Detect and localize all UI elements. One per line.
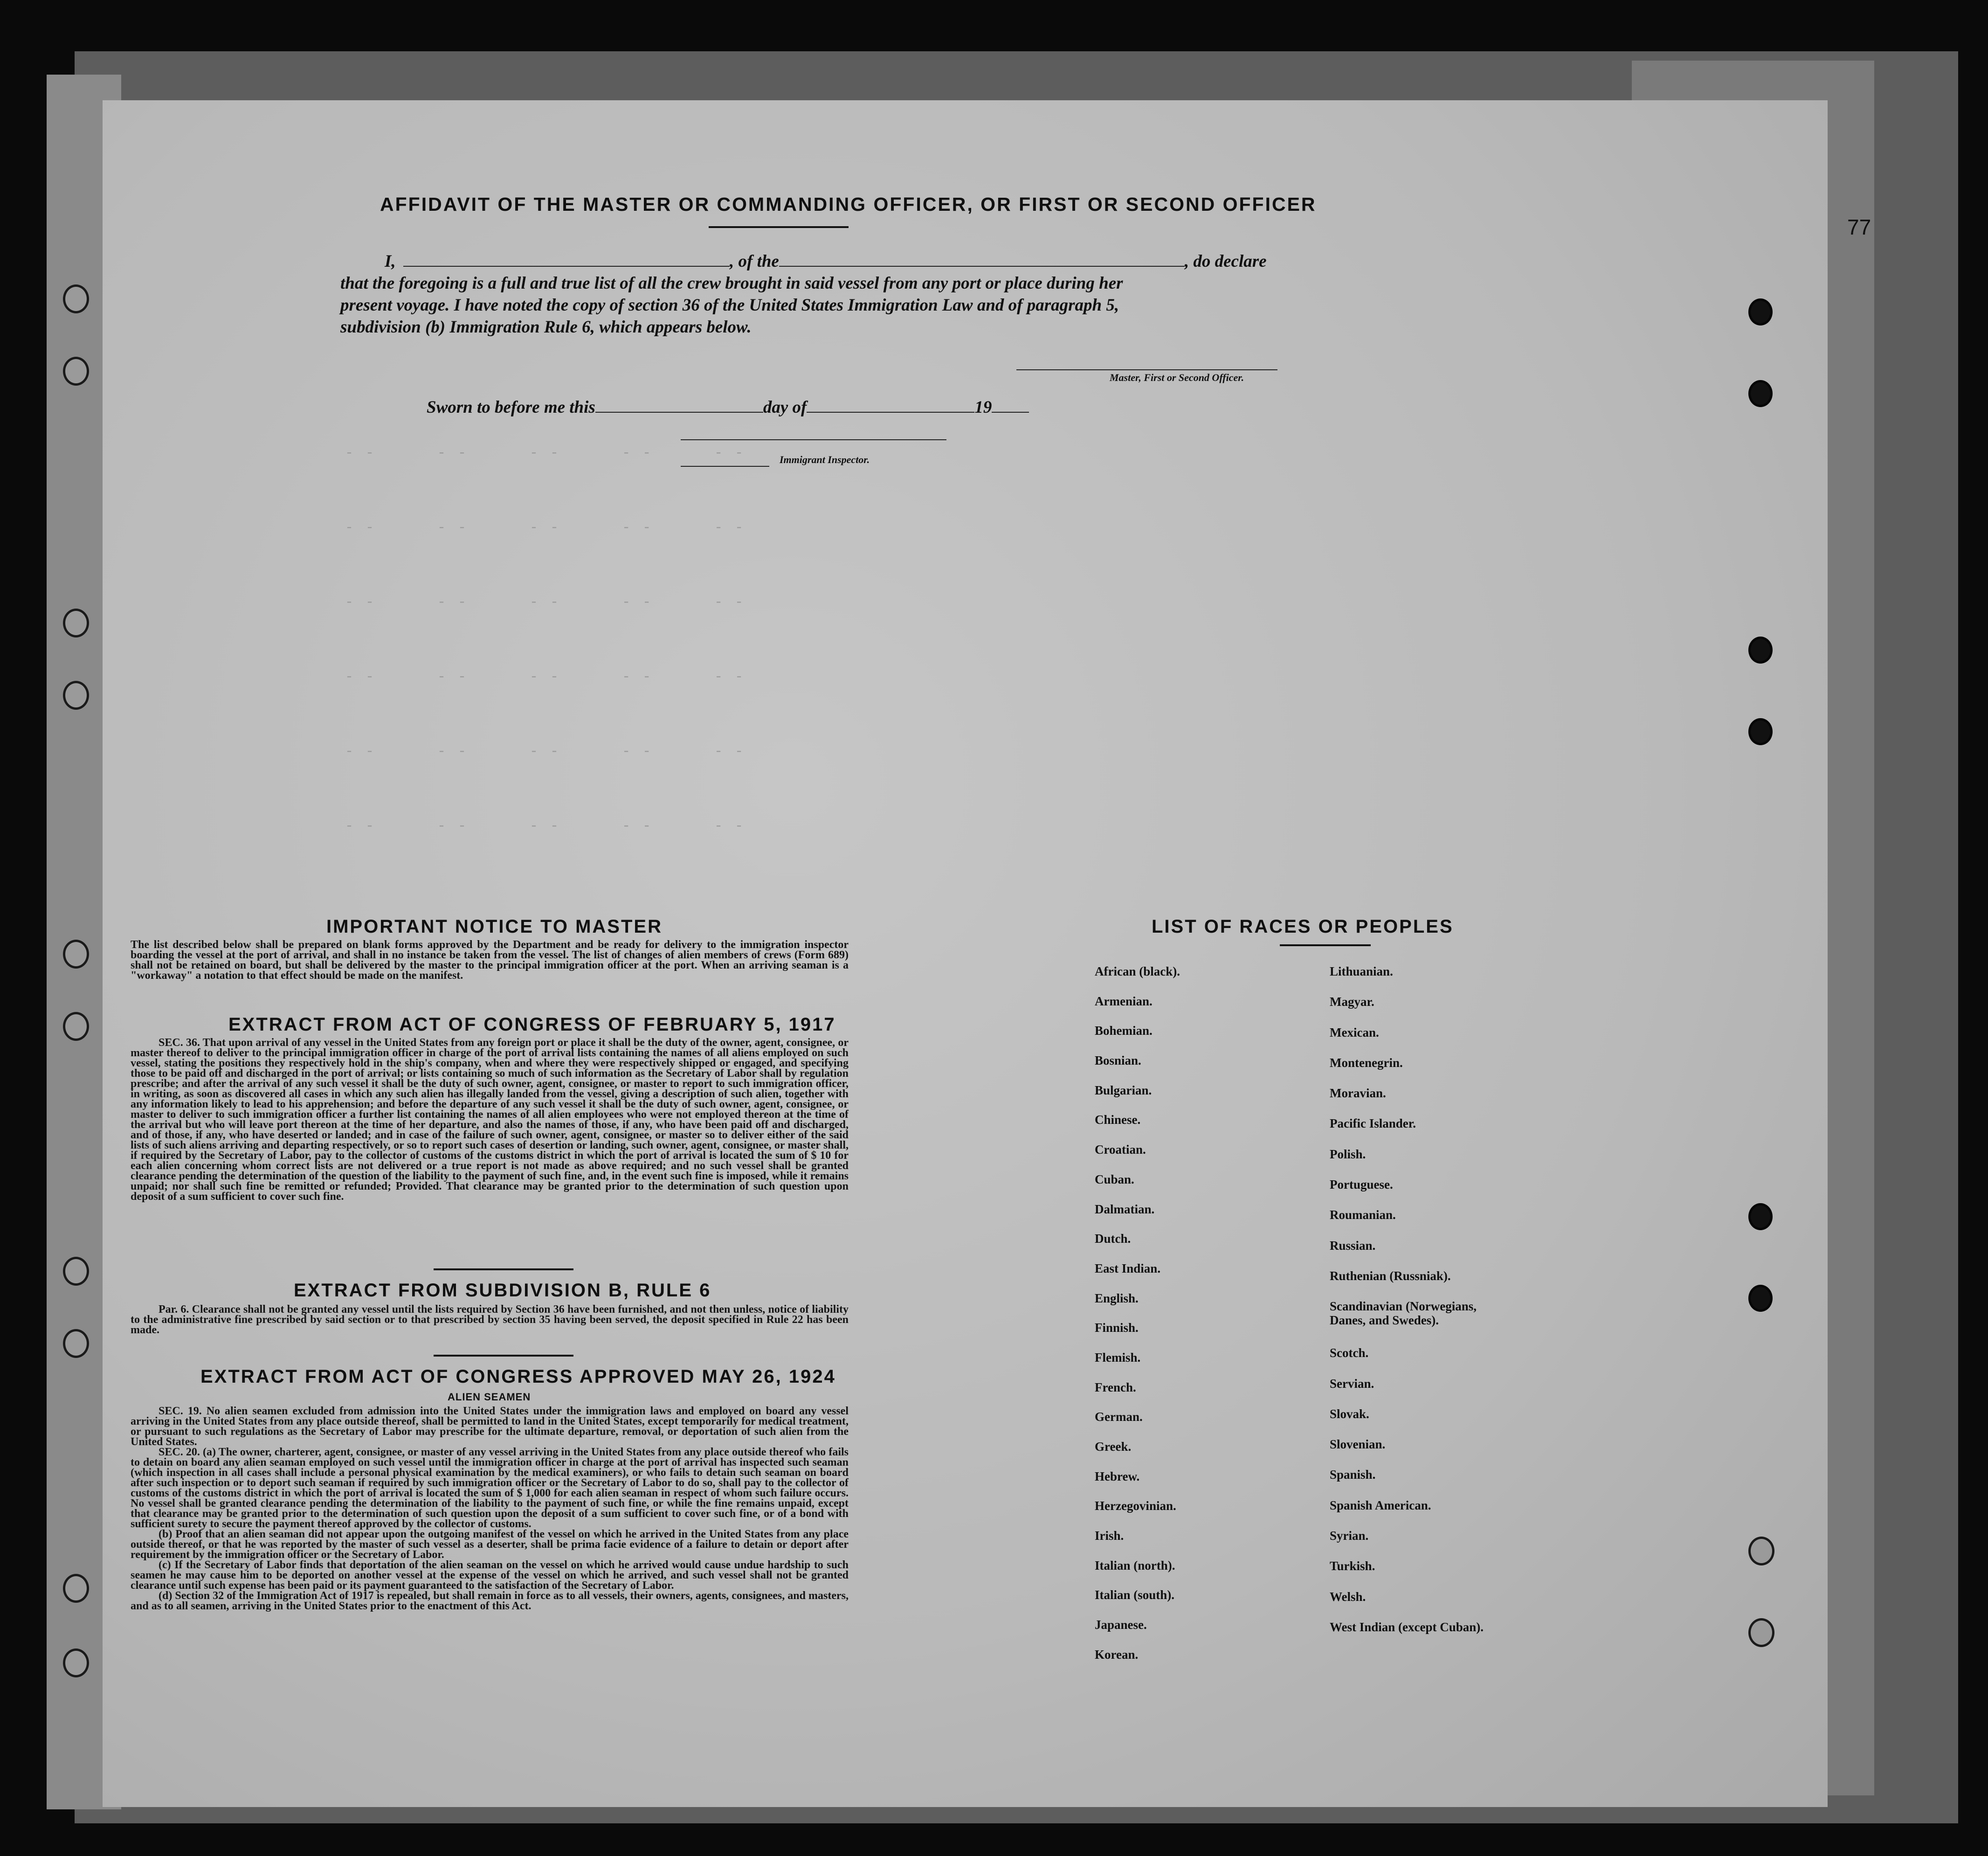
section-rule <box>434 1268 573 1270</box>
race-item: Slovak. <box>1330 1406 1369 1421</box>
binder-hole <box>1748 1285 1773 1312</box>
race-item: Cuban. <box>1095 1172 1134 1186</box>
race-item: Bosnian. <box>1095 1053 1141 1068</box>
bleed-through: - - - - - - - - - - <box>345 595 746 610</box>
races-title: LIST OF RACES OR PEOPLES <box>1152 916 1454 937</box>
races-left-column <box>1095 964 1180 1677</box>
document-page <box>103 100 1871 1807</box>
vessel-blank <box>779 252 1185 267</box>
binder-hole <box>1748 380 1773 407</box>
race-item: Welsh. <box>1330 1589 1366 1604</box>
race-item: Russian. <box>1330 1238 1376 1253</box>
race-item: Lithuanian. <box>1330 964 1393 978</box>
races-rule <box>1280 944 1371 946</box>
race-item: Italian (south). <box>1095 1588 1175 1602</box>
bleed-through: - - - - - - - - - - <box>345 744 746 760</box>
binder-hole <box>63 1012 89 1041</box>
race-item: Spanish. <box>1330 1468 1376 1482</box>
binder-hole <box>63 284 89 313</box>
bleed-through: - - - - - - - - - - <box>345 445 746 461</box>
race-item: Japanese. <box>1095 1618 1147 1632</box>
race-item: Dalmatian. <box>1095 1202 1155 1216</box>
inspector-signature-line <box>681 439 946 440</box>
sworn-day-of: day of <box>763 398 807 417</box>
race-item: Bulgarian. <box>1095 1083 1152 1097</box>
races-right-column <box>1330 964 1516 1657</box>
day-blank <box>595 398 763 413</box>
bleed-through: - - - - - - - - - - <box>345 520 746 536</box>
race-item: Mexican. <box>1330 1025 1379 1039</box>
race-item: Irish. <box>1095 1529 1124 1543</box>
title-rule <box>709 226 849 228</box>
binder-hole <box>1748 1618 1774 1647</box>
affidavit-line-4: subdivision (b) Immigration Rule 6, which appears below. <box>340 318 752 337</box>
binder-hole <box>63 609 89 637</box>
extract-1917-title: EXTRACT FROM ACT OF CONGRESS OF FEBRUARY 5, 1917 <box>228 1014 836 1035</box>
race-item: Moravian. <box>1330 1086 1386 1101</box>
binder-hole <box>63 1574 89 1603</box>
binder-hole <box>1748 637 1773 664</box>
race-item: Magyar. <box>1330 995 1374 1009</box>
race-item: Portuguese. <box>1330 1177 1393 1192</box>
extract-1924-subtitle: ALIEN SEAMEN <box>448 1391 531 1403</box>
race-item: Hebrew. <box>1095 1469 1140 1483</box>
binder-hole <box>63 357 89 386</box>
race-item: Polish. <box>1330 1147 1366 1161</box>
race-item: Montenegrin. <box>1330 1055 1403 1070</box>
extract-1924-paragraph: (b) Proof that an alien seaman did not appear upon the outgoing manifest of the vessel on which he arrived in the United States from any place outside thereof, or that he was reported by the master of such vessel as a deserter, shall be prima facie evidence of a failure to detain or deport after requirement by the immigration officer or the Secretary of Labor. <box>131 1528 849 1561</box>
page-number: 77 <box>1847 215 1871 239</box>
affidavit-of-the: , of the <box>730 252 779 271</box>
race-item: East Indian. <box>1095 1261 1161 1275</box>
race-item: Slovenian. <box>1330 1437 1386 1452</box>
binder-hole <box>63 1329 89 1358</box>
extract-1924-paragraph: SEC. 19. No alien seamen excluded from admission into the United States under the immigration laws and employed on board any vessel arriving in the United States from any place outside thereof, shall be permitted to land in the United States, except temporarily for medical treatment, or pursuant to such regulations as the Secretary of Labor may prescribe for the ultimate departure, removal, or deportation of such alien from the United States. <box>131 1405 849 1448</box>
signature-line <box>1016 369 1277 370</box>
race-item: Scotch. <box>1330 1346 1369 1360</box>
race-item: French. <box>1095 1380 1136 1394</box>
bleed-through: - - - - - - - - - - <box>345 818 746 834</box>
race-item: Bohemian. <box>1095 1024 1153 1038</box>
binder-hole <box>63 1257 89 1286</box>
inspector-underline <box>681 466 769 467</box>
affidavit-line-2: that the foregoing is a full and true list of all the crew brought in said vessel from any port or place during her <box>340 274 1123 293</box>
race-item: Greek. <box>1095 1440 1132 1454</box>
sworn-year: 19 <box>974 398 992 417</box>
extract-1924-paragraph: (c) If the Secretary of Labor finds that deportation of the alien seaman on the vessel on which he arrived would cause undue hardship to such seamen he may cause him to be deported on another vessel at the expense of the vessel on which he arrived, and such vessel shall not be granted clearance until such expense has been paid or its payment guaranteed to the satisfaction of the Secretary of Labor. <box>131 1559 849 1592</box>
race-item: Croatian. <box>1095 1143 1146 1157</box>
race-item: Korean. <box>1095 1647 1139 1662</box>
master-caption: Master, First or Second Officer. <box>1110 372 1244 383</box>
sworn-prefix: Sworn to before me this <box>427 398 595 417</box>
binder-hole <box>1748 1203 1773 1230</box>
race-item: Chinese. <box>1095 1113 1141 1127</box>
bleed-through: - - - - - - - - - - <box>345 669 746 685</box>
race-item: Syrian. <box>1330 1529 1369 1543</box>
month-blank <box>807 398 974 413</box>
race-item: Dutch. <box>1095 1232 1131 1246</box>
race-item: Finnish. <box>1095 1321 1139 1335</box>
race-item: Turkish. <box>1330 1559 1375 1573</box>
race-item: English. <box>1095 1291 1139 1305</box>
race-item: Spanish American. <box>1330 1498 1431 1512</box>
affidavit-i: I, <box>385 252 396 271</box>
binder-hole <box>63 940 89 969</box>
binder-hole <box>63 1648 89 1677</box>
name-blank <box>403 252 730 267</box>
sworn-line <box>427 397 1029 418</box>
notice-title: IMPORTANT NOTICE TO MASTER <box>326 916 663 937</box>
binder-hole <box>1748 1537 1774 1565</box>
affidavit-line-3: present voyage. I have noted the copy of section 36 of the United States Immigration Law and of paragraph 5, <box>340 296 1119 315</box>
binder-hole <box>1748 718 1773 745</box>
year-blank <box>992 398 1029 413</box>
race-item: Italian (north). <box>1095 1558 1175 1572</box>
extract-1924-paragraph: (d) Section 32 of the Immigration Act of 1917 is repealed, but shall remain in force as to all vessels, their owners, agents, consignees, and masters, and as to all seamen, arriving in the United States prior to the enactment of this Act. <box>131 1590 849 1612</box>
race-item: Flemish. <box>1095 1350 1141 1364</box>
race-item: Armenian. <box>1095 994 1153 1008</box>
race-item: African (black). <box>1095 964 1180 978</box>
race-item: German. <box>1095 1410 1143 1424</box>
affidavit-title: AFFIDAVIT OF THE MASTER OR COMMANDING OFFICER, OR FIRST OR SECOND OFFICER <box>380 194 1317 215</box>
race-item: West Indian (except Cuban). <box>1330 1620 1484 1634</box>
race-item: Pacific Islander. <box>1330 1116 1416 1131</box>
race-item: Herzegovinian. <box>1095 1499 1176 1513</box>
binder-hole <box>63 681 89 710</box>
notice-body: The list described below shall be prepared on blank forms approved by the Department and be ready for delivery to the immigration inspector boarding the vessel at the port of arrival, and shall in no instance be taken from the vessel. The list of changes of alien members of crews (Form 689) shall not be retained on board, but shall be delivered by the master to the principal immigration officer at the port. When an arriving seaman is a "workaway" a notation to that effect should be made on the manifest. <box>131 939 849 982</box>
rule6-body: Par. 6. Clearance shall not be granted any vessel until the lists required by Section 36 have been furnished, and not then unless, notice of liability to the administrative fine prescribed by said section or to that prescribed by section 35 having been served, the deposit specified in Rule 22 has been made. <box>131 1303 849 1336</box>
binder-hole <box>1748 298 1773 325</box>
extract-1924-paragraph: SEC. 20. (a) The owner, charterer, agent, consignee, or master of any vessel arriving in the United States from any place outside thereof who fails to detain on board any alien seaman employed on such vessel until the immigration officer in charge at the port of arrival has inspected such seaman (which inspection in all cases shall include a personal physical examination by the medical examiners), or who fails to detain such seaman on board after such inspection or to deport such seaman if required by such immigration officer or the Secretary of Labor to do so, shall pay to the collector of customs of the customs district in which the port of arrival is located the sum of $ 1,000 for each alien seaman in respect of whom such failure occurs. No vessel shall be granted clearance pending the determination of the liability to the payment of such fine, or while the fine remains unpaid, except that clearance may be granted prior to the determination of such question upon the deposit of a sum sufficient to cover such fine, or of a bond with sufficient surety to secure the payment thereof approved by the collector of customs. <box>131 1446 849 1530</box>
affidavit-line-1 <box>375 251 1267 272</box>
affidavit-do-declare: , do declare <box>1184 252 1267 271</box>
extract-1924-title: EXTRACT FROM ACT OF CONGRESS APPROVED MAY 26, 1924 <box>200 1366 836 1387</box>
inspector-caption: Immigrant Inspector. <box>780 454 870 465</box>
race-item: Ruthenian (Russniak). <box>1330 1268 1451 1283</box>
section-rule <box>434 1355 573 1357</box>
race-item: Scandinavian (Norwegians, Danes, and Swedes). <box>1330 1299 1477 1328</box>
rule6-title: EXTRACT FROM SUBDIVISION B, RULE 6 <box>294 1280 711 1301</box>
extract-1917-body: SEC. 36. That upon arrival of any vessel in the United States from any foreign port or place it shall be the duty of the owner, agent, consignee, or master thereof to deliver to the principal immigration officer in charge of the port of arrival lists containing the names of all aliens employed on such vessel, stating the positions they respectively hold in the ship's company, when and where they were respectively shipped or engaged, and specifying those to be paid off and discharged in the port of arrival; or lists containing so much of such information as the Secretary of Labor shall by regulation prescribe; and after the arrival of any such vessel it shall be the duty of such owner, agent, consignee, or master to report to such immigration officer, in writing, as soon as discovered all cases in which any such alien has illegally landed from the vessel, giving a description of such alien, together with any information likely to lead to his apprehension; and before the departure of any such vessel it shall be the duty of such owner, agent, consignee, or master to deliver to such immigration officer a further list containing the names of all alien employees who were not employed thereon at the time of the arrival but who will leave port thereon at the time of her departure, and also the names of those, if any, who have been paid off and discharged, and of those, if any, who have deserted or landed; and in case of the failure of such owner, agent, consignee, or master so to deliver either of the said lists of such aliens arriving and departing respectively, or so to report such cases of desertion or landing, such owner, agent, consignee, or master shall, if required by the Secretary of Labor, pay to the collector of customs of the customs district in which the port of arrival is located the sum of $ 10 for each alien concerning whom correct lists are not delivered or a true report is not made as above required; and no such vessel shall be granted clearance pending the determination of the question of the liability to the payment of such fine, and, in the event such fine is imposed, while it remains unpaid; nor shall such fine be remitted or refunded; Provided. That clearance may be granted prior to the determination of such question upon deposit of a sum sufficient to cover such fine. <box>131 1037 849 1203</box>
extract-1924-body <box>131 1406 849 1611</box>
race-item: Servian. <box>1330 1376 1374 1391</box>
race-item: Roumanian. <box>1330 1208 1396 1222</box>
